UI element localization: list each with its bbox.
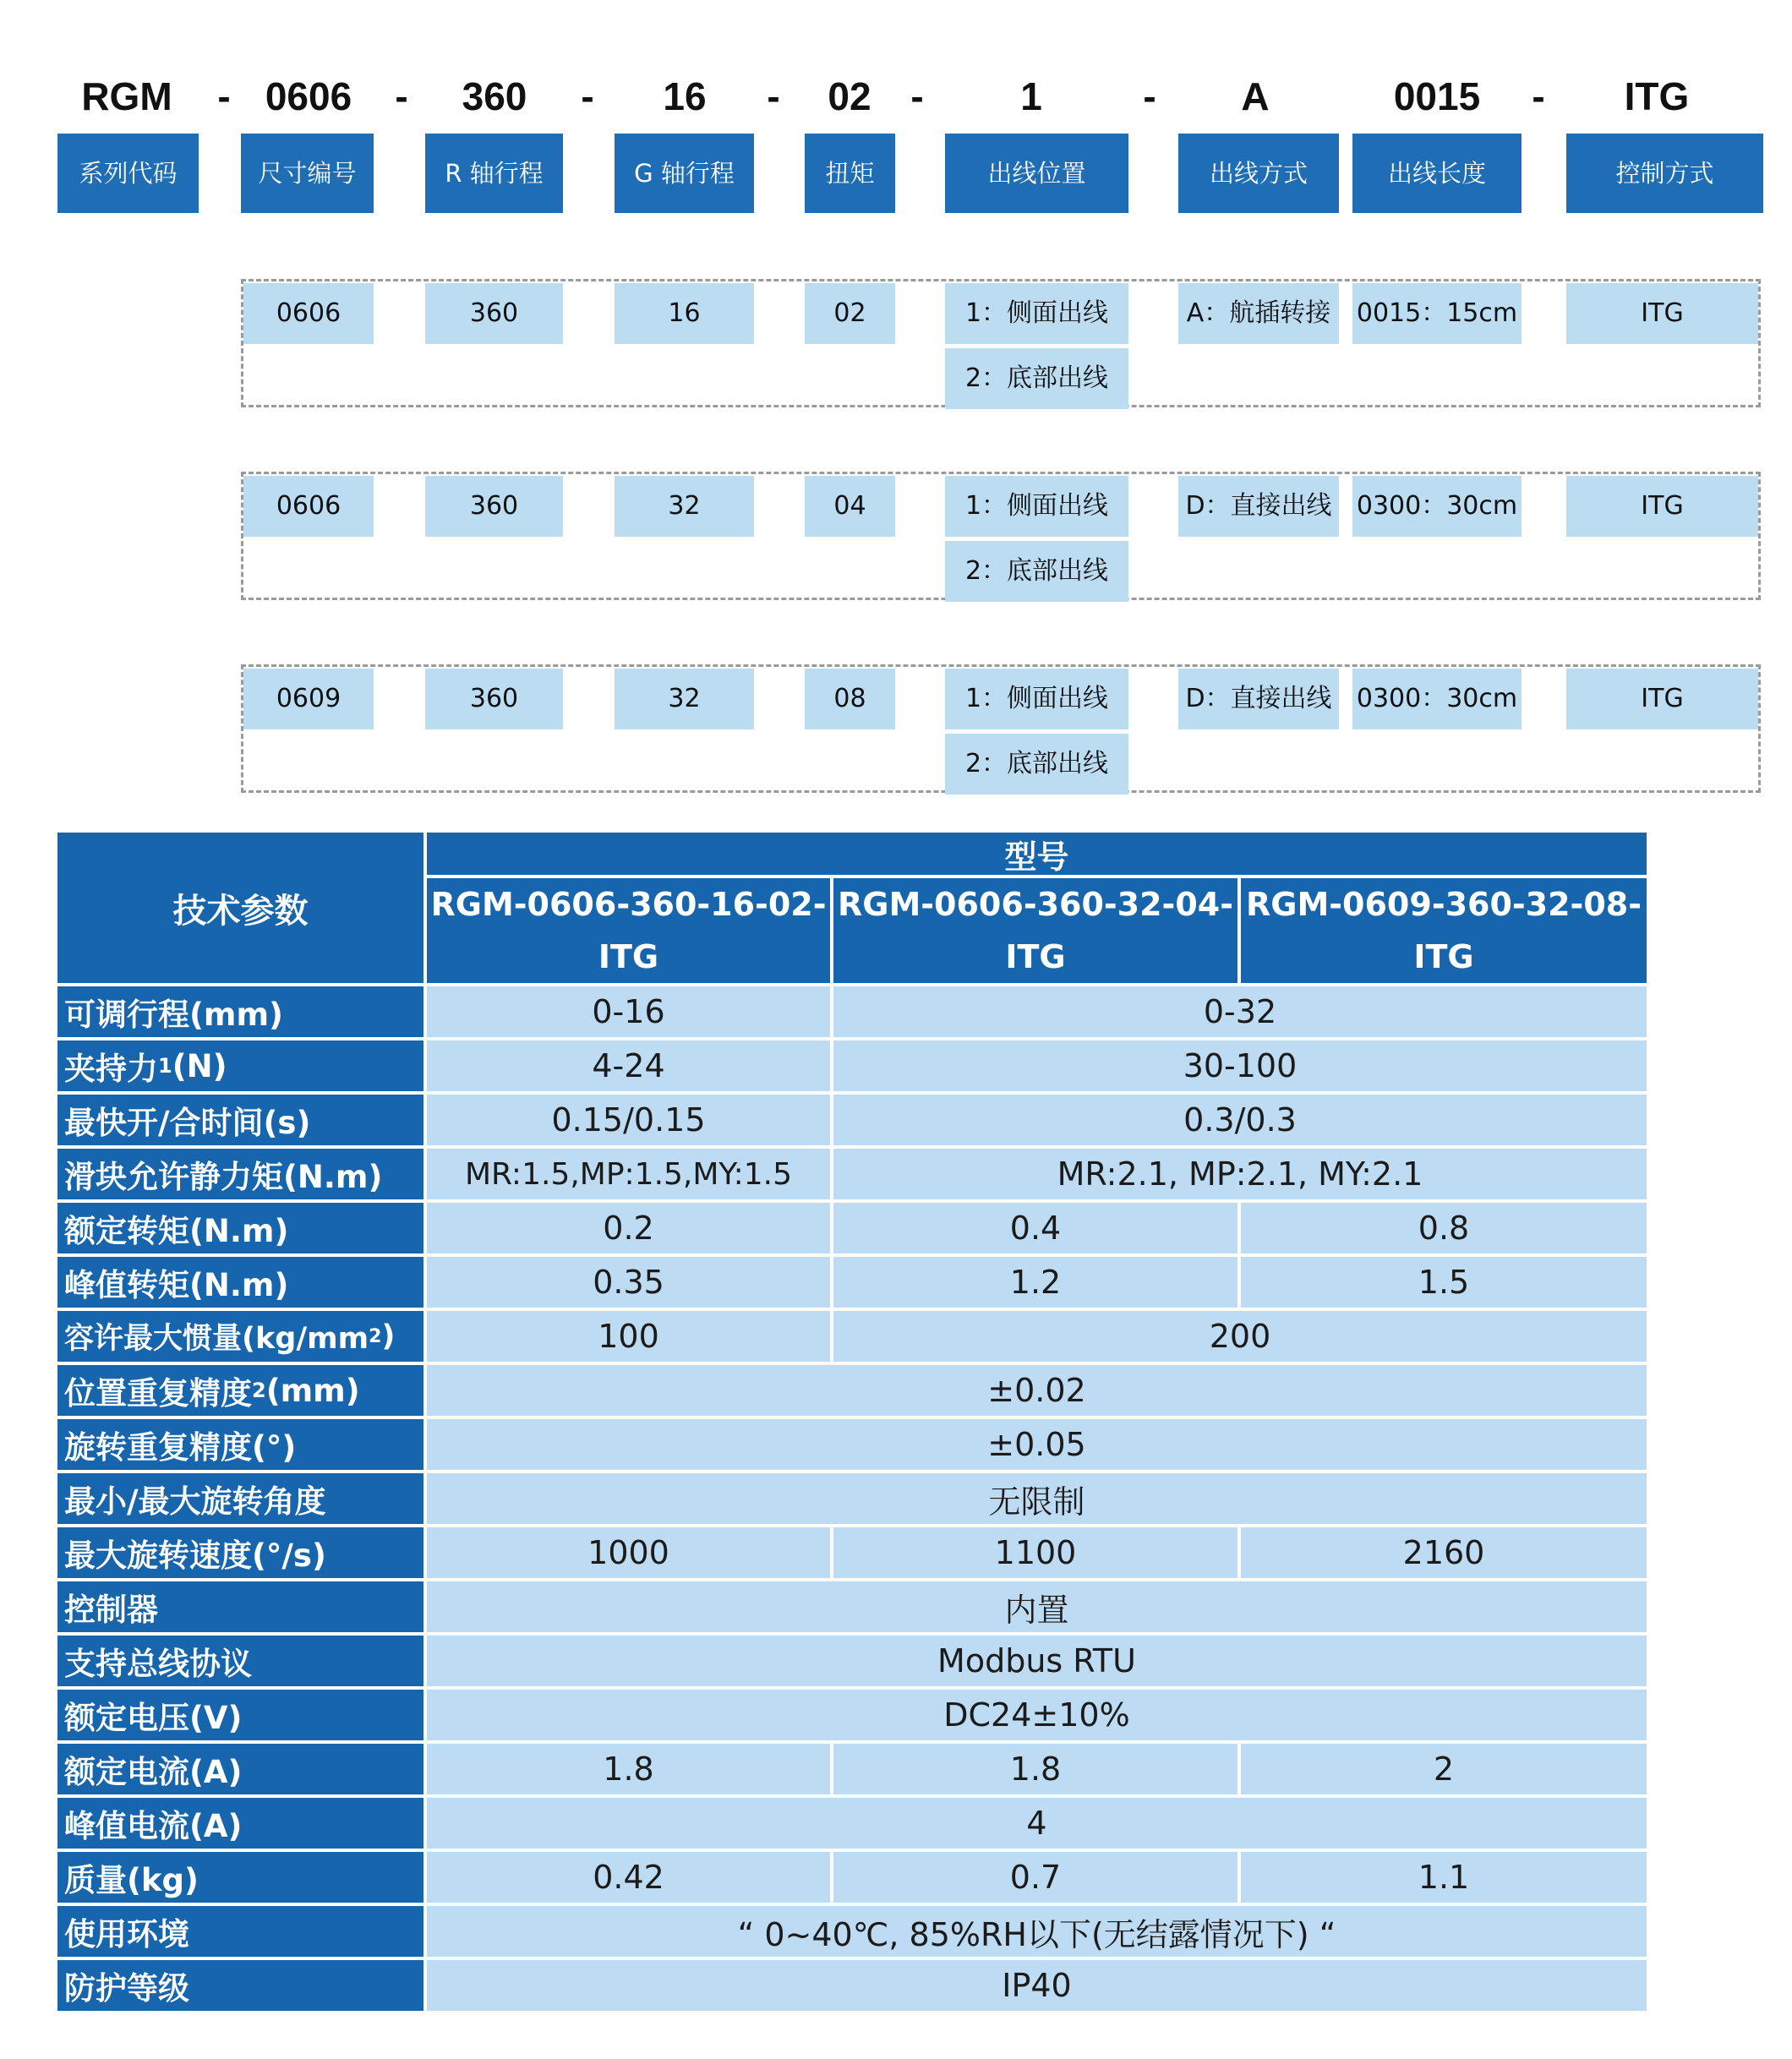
option-outlet-position: 1：侧面出线 (945, 669, 1128, 729)
option-g-stroke: 32 (615, 476, 754, 537)
model-name-line2: ITG (1005, 938, 1066, 975)
option-torque: 02 (805, 283, 895, 344)
param-label (57, 986, 423, 1037)
option-size: 0609 (243, 669, 374, 729)
param-label-text: 容许最大惯量(kg/mm (64, 1322, 369, 1356)
param-label-sup: 2 (252, 1379, 266, 1402)
option-outlet-position: 1：侧面出线 (945, 283, 1128, 344)
value-cell: 0.2 (427, 1203, 830, 1253)
param-label-text: 额定转矩(N.m) (64, 1213, 289, 1249)
value-cell: 内置 (427, 1581, 1647, 1632)
value-cell: 1.5 (1241, 1257, 1647, 1308)
model-name-line1: RGM-0606-360-16-02- (430, 886, 827, 923)
value-cell: 4 (427, 1798, 1647, 1849)
param-label-text: 质量(kg) (64, 1862, 199, 1898)
value-cell: DC24±10% (427, 1690, 1647, 1740)
param-label (57, 1960, 423, 2011)
value-cell: 0.42 (427, 1852, 830, 1903)
header-size: 尺寸编号 (241, 134, 374, 213)
value-cell: 30-100 (833, 1040, 1647, 1091)
param-label-text: 可调行程(mm) (64, 997, 283, 1033)
code-separator: - (910, 74, 924, 118)
header-outlet-length: 出线长度 (1352, 134, 1522, 213)
header-torque: 扭矩 (805, 134, 895, 213)
param-label (57, 1095, 423, 1145)
param-label-text: 位置重复精度 (64, 1375, 252, 1412)
header-control: 控制方式 (1566, 134, 1763, 213)
option-torque: 04 (805, 476, 895, 537)
value-cell: 1.2 (833, 1257, 1237, 1308)
option-outlet-method: D：直接出线 (1178, 476, 1339, 537)
code-outlet-length: 0015 (1393, 74, 1481, 118)
model-name-line2: ITG (598, 938, 659, 975)
option-control: ITG (1566, 476, 1758, 537)
option-r-stroke: 360 (425, 476, 563, 537)
code-separator: - (767, 74, 780, 118)
value-cell: 200 (833, 1311, 1647, 1362)
value-cell: 1.8 (427, 1744, 830, 1794)
code-control: ITG (1624, 74, 1690, 118)
value-cell: 1100 (833, 1527, 1237, 1578)
option-torque: 08 (805, 669, 895, 729)
option-outlet-position: 2：底部出线 (945, 541, 1128, 602)
value-cell: 1.1 (1241, 1852, 1647, 1903)
param-label-text: 控制器 (64, 1592, 158, 1628)
value-cell: IP40 (427, 1960, 1647, 2011)
param-label (57, 1203, 423, 1253)
param-header: 技术参数 (57, 833, 423, 983)
option-outlet-position: 1：侧面出线 (945, 476, 1128, 537)
param-label (57, 1257, 423, 1308)
value-cell: 0.3/0.3 (833, 1095, 1647, 1145)
param-label-sup: 2 (369, 1325, 382, 1347)
param-label (57, 1473, 423, 1524)
value-cell: ±0.02 (427, 1365, 1647, 1416)
param-label-suffix: ) (381, 1319, 396, 1353)
value-cell: 0.8 (1241, 1203, 1647, 1253)
param-label (57, 1636, 423, 1686)
value-cell: 4-24 (427, 1040, 830, 1091)
param-label (57, 1581, 423, 1632)
model-name-line1: RGM-0609-360-32-08- (1246, 886, 1642, 923)
param-label (57, 1311, 423, 1362)
option-outlet-method: D：直接出线 (1178, 669, 1339, 729)
option-outlet-position: 2：底部出线 (945, 734, 1128, 795)
value-cell: 1000 (427, 1527, 830, 1578)
param-label-text: 额定电流(A) (64, 1754, 243, 1790)
param-label-text: 额定电压(V) (64, 1700, 243, 1736)
param-label (57, 1744, 423, 1794)
param-label (57, 1527, 423, 1578)
header-g-stroke: G 轴行程 (615, 134, 754, 213)
param-label-suffix: (mm) (265, 1372, 360, 1409)
option-outlet-length: 0300：30cm (1352, 669, 1522, 729)
option-outlet-method: A：航插转接 (1178, 283, 1339, 344)
code-separator: - (1143, 74, 1156, 118)
param-label-text: 最大旋转速度(°/s) (64, 1537, 326, 1574)
code-size: 0606 (265, 74, 352, 118)
param-label-text: 使用环境 (64, 1916, 189, 1952)
header-series: 系列代码 (57, 134, 199, 213)
param-label (57, 1798, 423, 1849)
code-r-stroke: 360 (462, 74, 527, 118)
value-cell: 0.15/0.15 (427, 1095, 830, 1145)
value-cell: 0.35 (427, 1257, 830, 1308)
header-outlet-method: 出线方式 (1178, 134, 1339, 213)
param-label-text: 支持总线协议 (64, 1646, 252, 1682)
param-label-text: 最快开/合时间(s) (64, 1105, 311, 1141)
param-label (57, 1690, 423, 1740)
value-cell: 2 (1241, 1744, 1647, 1794)
param-label-sup: 1 (158, 1054, 172, 1078)
option-size: 0606 (243, 283, 374, 344)
value-cell: 100 (427, 1311, 830, 1362)
param-label-text: 旋转重复精度(°) (64, 1429, 297, 1466)
code-torque: 02 (828, 74, 871, 118)
value-cell: “ 0~40℃, 85%RH以下(无结露情况下) “ (427, 1906, 1647, 1957)
option-outlet-length: 0300：30cm (1352, 476, 1522, 537)
option-g-stroke: 16 (615, 283, 754, 344)
model-column-header (833, 878, 1237, 983)
model-header: 型号 (427, 833, 1647, 875)
value-cell: 1.8 (833, 1744, 1237, 1794)
code-series: RGM (81, 74, 172, 118)
value-cell: 0-16 (427, 986, 830, 1037)
option-r-stroke: 360 (425, 283, 563, 344)
model-name-line2: ITG (1413, 938, 1474, 975)
value-cell: 0-32 (833, 986, 1647, 1037)
value-cell: MR:1.5,MP:1.5,MY:1.5 (427, 1149, 830, 1199)
value-cell: MR:2.1, MP:2.1, MY:2.1 (833, 1149, 1647, 1199)
code-separator: - (581, 74, 594, 118)
code-separator: - (217, 74, 231, 118)
param-label-text: 夹持力 (64, 1051, 158, 1087)
option-outlet-length: 0015：15cm (1352, 283, 1522, 344)
header-r-stroke: R 轴行程 (425, 134, 563, 213)
code-separator: - (395, 74, 408, 118)
value-cell: Modbus RTU (427, 1636, 1647, 1686)
option-control: ITG (1566, 669, 1758, 729)
model-column-header (1241, 878, 1647, 983)
param-label-suffix: (N) (172, 1047, 227, 1084)
param-label (57, 1852, 423, 1903)
code-separator: - (1532, 74, 1545, 118)
param-label-text: 滑块允许静力矩(N.m) (64, 1159, 383, 1195)
value-cell: 0.4 (833, 1203, 1237, 1253)
param-label-text: 防护等级 (64, 1970, 189, 2007)
option-size: 0606 (243, 476, 374, 537)
option-outlet-position: 2：底部出线 (945, 348, 1128, 409)
option-control: ITG (1566, 283, 1758, 344)
value-cell: ±0.05 (427, 1419, 1647, 1470)
param-label (57, 1040, 423, 1091)
code-g-stroke: 16 (663, 74, 707, 118)
code-outlet-position: 1 (1020, 74, 1042, 118)
model-name-line1: RGM-0606-360-32-04- (838, 886, 1233, 923)
param-label (57, 1906, 423, 1957)
option-g-stroke: 32 (615, 669, 754, 729)
param-label (57, 1149, 423, 1199)
code-outlet-method: A (1241, 74, 1270, 118)
param-label (57, 1365, 423, 1416)
spec-table (57, 833, 1647, 2020)
value-cell: 0.7 (833, 1852, 1237, 1903)
param-label-text: 最小/最大旋转角度 (64, 1483, 326, 1520)
option-r-stroke: 360 (425, 669, 563, 729)
param-label-text: 峰值转矩(N.m) (64, 1267, 289, 1303)
value-cell: 2160 (1241, 1527, 1647, 1578)
value-cell: 无限制 (427, 1473, 1647, 1524)
header-outlet-position: 出线位置 (945, 134, 1128, 213)
param-label-text: 峰值电流(A) (64, 1808, 243, 1844)
param-label (57, 1419, 423, 1470)
model-column-header (427, 878, 830, 983)
